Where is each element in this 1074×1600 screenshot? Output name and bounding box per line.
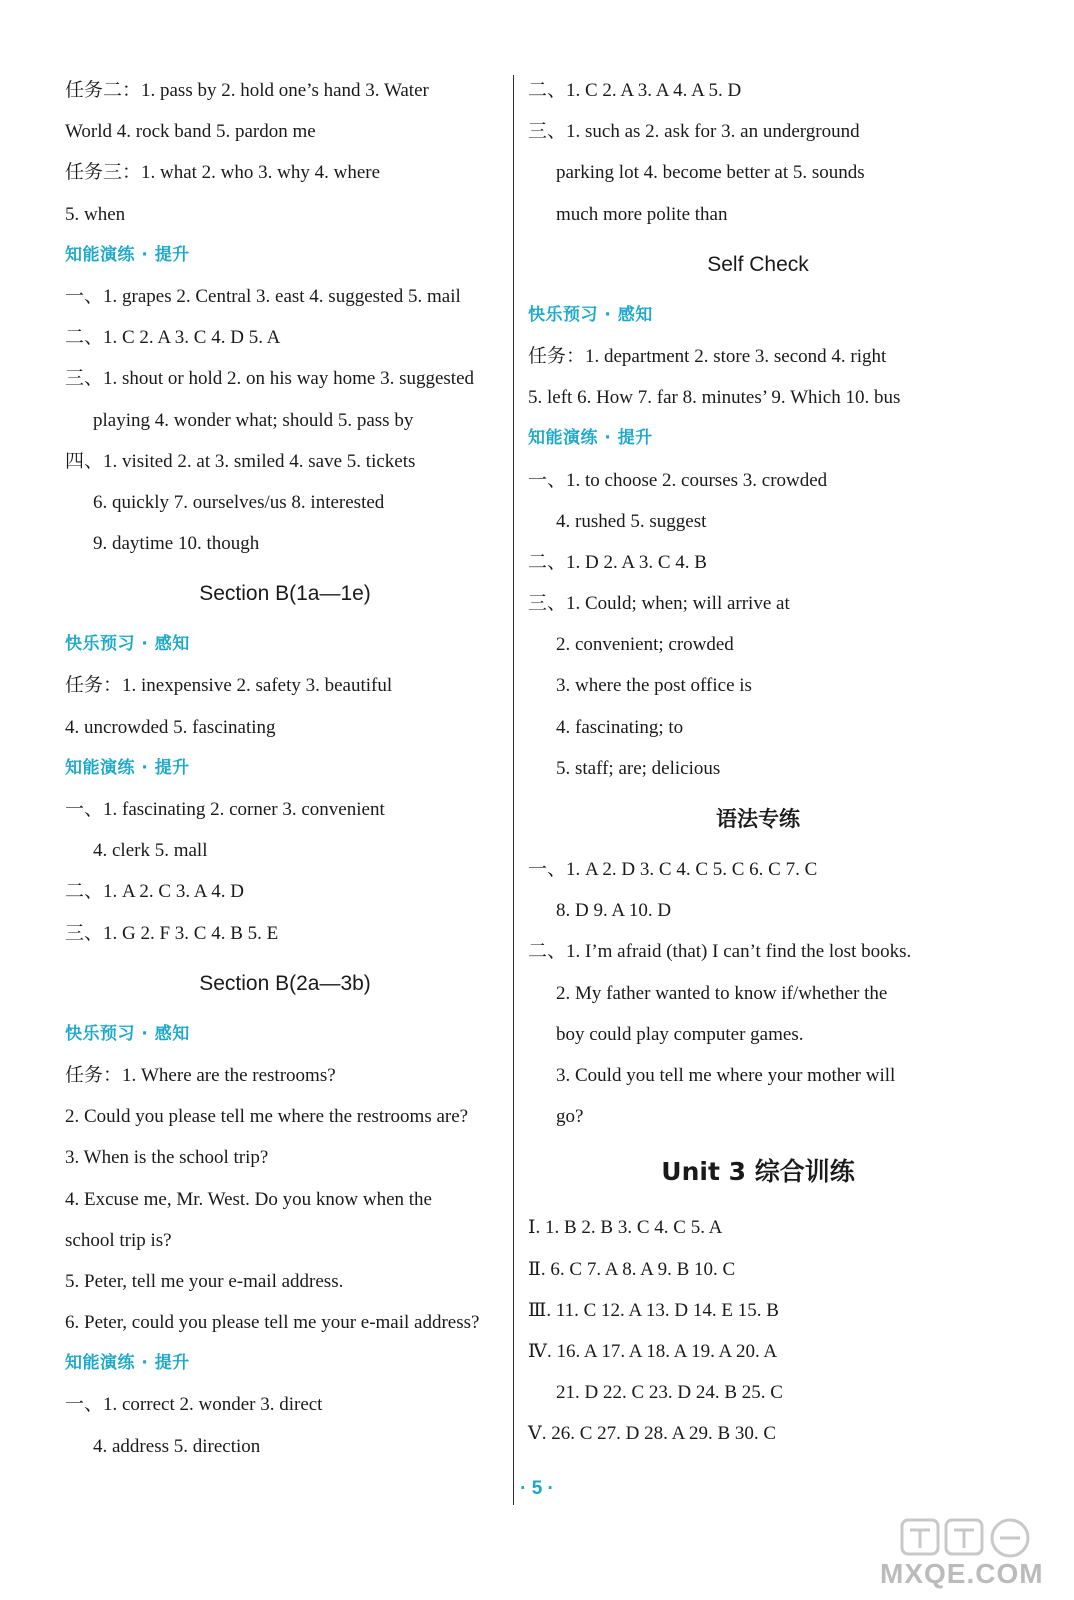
answer-line: 三、1. Could; when; will arrive at [528,593,790,615]
answer-line-indented: playing 4. wonder what; should 5. pass by [93,409,414,431]
answer-line: 3. When is the school trip? [65,1147,269,1169]
answer-line-indented: 5. staff; are; delicious [556,757,721,779]
answer-line-indented: go? [556,1106,584,1128]
subsection-heading: 知能演练 · 提升 [65,1353,190,1374]
answer-line-indented: boy could play computer games. [556,1023,804,1045]
answer-line-indented: 4. fascinating; to [556,716,684,738]
answer-line: 三、1. shout or hold 2. on his way home 3. suggested [65,368,475,390]
left-column [65,70,505,1467]
watermark-logo [880,1516,1052,1590]
answer-line: 5. Peter, tell me your e-mail address. [65,1270,344,1292]
answer-line: 5. when [65,203,126,225]
answer-line-indented: 2. convenient; crowded [556,634,734,656]
answer-line: school trip is? [65,1229,172,1251]
answer-line: 任务三：1. what 2. who 3. why 4. where [65,162,381,184]
answer-line-indented: much more polite than [556,203,728,225]
answer-line-indented: 4. address 5. direction [93,1435,261,1457]
answer-line: Ⅴ. 26. C 27. D 28. A 29. B 30. C [528,1423,777,1445]
answer-line: World 4. rock band 5. pardon me [65,121,316,143]
page-number: · 5 · [520,1478,554,1499]
answer-line: 二、1. C 2. A 3. A 4. A 5. D [528,80,742,101]
section-title: Section B(1a—1e) [199,582,371,606]
section-title: 语法专练 [716,807,800,831]
answer-line-indented: 9. daytime 10. though [93,533,260,555]
answer-line: 二、1. I’m afraid (that) I can’t find the lost books. [528,941,912,963]
section-title: Self Check [707,252,809,276]
answer-line-indented: 3. Could you tell me where your mother will [556,1064,896,1086]
answer-line-indented: 4. clerk 5. mall [93,840,208,862]
answer-line: 任务二：1. pass by 2. hold one’s hand 3. Water [65,80,429,101]
answer-line-indented: parking lot 4. become better at 5. sounds [556,162,865,184]
answer-line: Ⅱ. 6. C 7. A 8. A 9. B 10. C [528,1258,736,1280]
answer-line: 二、1. D 2. A 3. C 4. B [528,551,707,573]
answer-line-indented: 6. quickly 7. ourselves/us 8. interested [93,491,385,513]
answer-line: 二、1. A 2. C 3. A 4. D [65,881,244,903]
subsection-heading: 快乐预习 · 感知 [65,634,190,655]
answer-line: 一、1. to choose 2. courses 3. crowded [528,469,828,491]
answer-line: 4. Excuse me, Mr. West. Do you know when the [65,1188,432,1210]
subsection-heading: 知能演练 · 提升 [65,244,190,265]
answer-line: 2. Could you please tell me where the restrooms are? [65,1106,469,1128]
answer-line: 6. Peter, could you please tell me your e-mail address? [65,1312,480,1334]
answer-line: 任务：1. inexpensive 2. safety 3. beautiful [65,675,393,697]
answer-line-indented: 3. where the post office is [556,675,752,697]
unit-title: Unit 3 综合训练 [661,1157,855,1187]
answer-line: 一、1. correct 2. wonder 3. direct [65,1394,323,1416]
section-title: Section B(2a—3b) [199,971,371,995]
answer-line: 三、1. G 2. F 3. C 4. B 5. E [65,922,279,944]
subsection-heading: 知能演练 · 提升 [528,428,653,449]
answer-line-indented: 8. D 9. A 10. D [556,900,672,922]
answer-line-indented: 2. My father wanted to know if/whether the [556,982,888,1004]
subsection-heading: 快乐预习 · 感知 [528,304,653,325]
answer-line: 4. uncrowded 5. fascinating [65,716,276,738]
answer-line: 5. left 6. How 7. far 8. minutes’ 9. Which 10. bus [528,387,901,409]
answer-line: 四、1. visited 2. at 3. smiled 4. save 5. tickets [65,450,416,472]
answer-line: Ⅰ. 1. B 2. B 3. C 4. C 5. A [528,1217,723,1239]
right-column [528,70,988,1454]
answer-line: 一、1. grapes 2. Central 3. east 4. suggested 5. mail [65,285,461,307]
subsection-heading: 快乐预习 · 感知 [65,1023,190,1044]
answer-line: 任务：1. department 2. store 3. second 4. right [528,345,887,367]
answer-line-indented: 21. D 22. C 23. D 24. B 25. C [556,1382,783,1404]
column-divider [513,75,514,1505]
watermark-text: MXQE.COM [880,1558,1044,1589]
answer-line: 一、1. fascinating 2. corner 3. convenient [65,799,385,820]
subsection-heading: 知能演练 · 提升 [65,757,190,778]
answer-line: 任务：1. Where are the restrooms? [65,1064,336,1086]
answer-line: Ⅳ. 16. A 17. A 18. A 19. A 20. A [528,1340,778,1362]
answer-line: 一、1. A 2. D 3. C 4. C 5. C 6. C 7. C [528,859,818,880]
answer-line: Ⅲ. 11. C 12. A 13. D 14. E 15. B [528,1299,779,1321]
answer-line-indented: 4. rushed 5. suggest [556,510,707,532]
answer-line: 二、1. C 2. A 3. C 4. D 5. A [65,327,281,349]
answer-line: 三、1. such as 2. ask for 3. an underground [528,121,860,143]
